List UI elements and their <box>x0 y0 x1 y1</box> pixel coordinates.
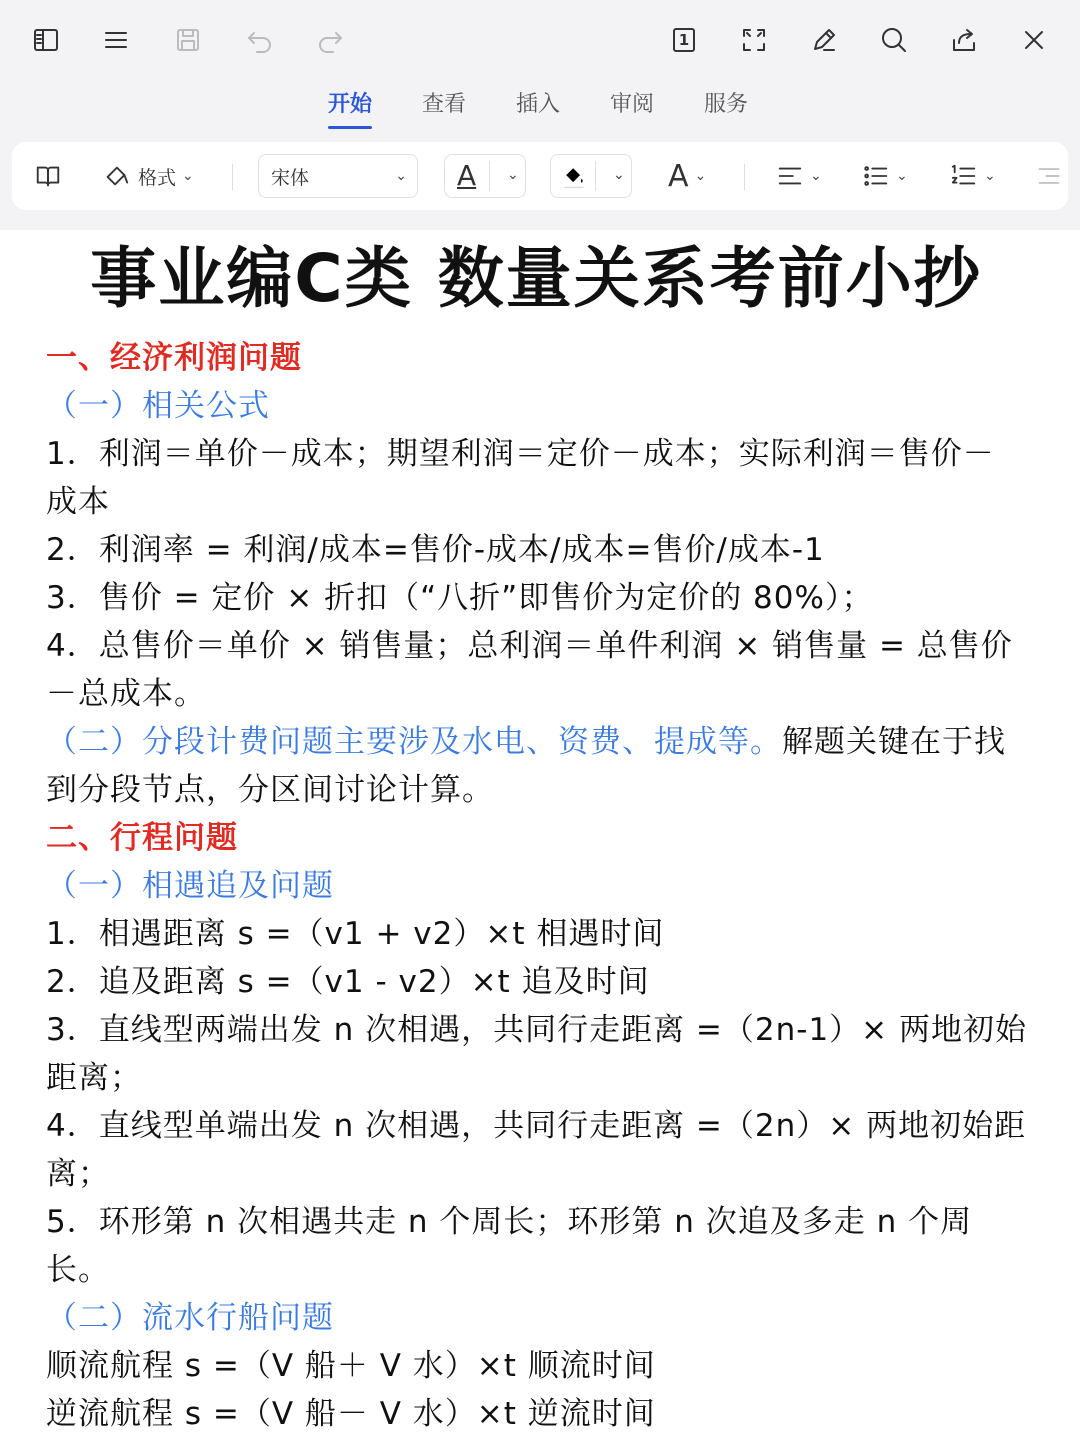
highlight-color-button[interactable] <box>550 154 632 198</box>
paragraph-line: 4．直线型单端出发 n 次相遇，共同行走距离 =（2n）× 两地初始距 <box>46 1108 1027 1144</box>
font-size-button[interactable] <box>668 142 706 210</box>
bullet-list-icon <box>862 162 890 190</box>
app-chrome <box>0 0 1080 230</box>
format-brush-icon <box>102 162 130 190</box>
paragraph-line: 3．直线型两端出发 n 次相遇，共同行走距离 =（2n-1）× 两地初始 <box>46 1012 1028 1048</box>
paragraph-line: 3．售价 = 定价 × 折扣（“八折”即售价为定价的 80%）； <box>46 580 874 616</box>
align-left-icon <box>776 162 804 190</box>
reading-mode-icon[interactable] <box>34 142 62 210</box>
tab-services[interactable]: 服务 <box>704 92 749 117</box>
paragraph-line: 长。 <box>46 1252 110 1288</box>
font-size-icon: A <box>668 158 689 194</box>
subsection-heading: （一）相遇追及问题 <box>46 868 334 904</box>
paragraph-line: 1．利润＝单价－成本；期望利润＝定价－成本；实际利润＝售价－ <box>46 436 995 472</box>
align-button[interactable] <box>776 142 822 210</box>
paragraph-line: 距离； <box>46 1060 142 1096</box>
indent-icon <box>1036 162 1062 190</box>
save-icon[interactable] <box>164 16 212 64</box>
paint-bucket-icon <box>561 163 587 189</box>
subsection-heading: （二）流水行船问题 <box>46 1300 334 1336</box>
share-icon[interactable] <box>940 16 988 64</box>
indent-button[interactable] <box>1036 142 1062 210</box>
page-count-icon[interactable] <box>660 16 708 64</box>
chevron-down-icon: ⌄ <box>395 168 407 184</box>
page-title: 事业编C类 数量关系考前小抄 <box>90 240 982 317</box>
chevron-down-icon: ⌄ <box>613 167 625 183</box>
divider <box>744 164 745 190</box>
numbered-list-icon <box>950 162 978 190</box>
format-label: 格式 <box>138 166 177 189</box>
section-heading: 一、经济利润问题 <box>46 340 302 376</box>
subsection-heading: （二）分段计费问题主要涉及水电、资费、提成等。 <box>46 724 782 760</box>
font-family-value: 宋体 <box>271 166 310 189</box>
format-painter-button[interactable] <box>102 142 194 210</box>
undo-icon[interactable] <box>236 16 284 64</box>
subsection-heading: （一）相关公式 <box>46 388 270 424</box>
paragraph-line: 到分段节点，分区间讨论计算。 <box>46 772 494 808</box>
tab-insert[interactable]: 插入 <box>516 92 561 117</box>
tab-view[interactable]: 查看 <box>422 92 467 117</box>
search-icon[interactable] <box>870 16 918 64</box>
tab-start[interactable]: 开始 <box>328 85 372 125</box>
text-color-icon: A <box>457 159 477 192</box>
bullet-list-button[interactable] <box>862 142 908 210</box>
page-count-badge: 1 <box>678 31 690 49</box>
font-family-select[interactable] <box>258 154 418 198</box>
chevron-down-icon: ⌄ <box>896 168 908 184</box>
menu-icon[interactable] <box>92 16 140 64</box>
paragraph-line: 2．追及距离 s =（v1 - v2）×t 追及时间 <box>46 964 650 1000</box>
close-icon[interactable] <box>1010 16 1058 64</box>
chevron-down-icon: ⌄ <box>984 168 996 184</box>
paragraph-line: 成本 <box>46 484 110 520</box>
ribbon-tabs <box>0 85 1080 129</box>
chevron-down-icon: ⌄ <box>507 167 519 183</box>
chevron-down-icon: ⌄ <box>810 168 822 184</box>
redo-icon[interactable] <box>306 16 354 64</box>
fullscreen-icon[interactable] <box>730 16 778 64</box>
numbered-list-button[interactable] <box>950 142 996 210</box>
divider <box>232 164 233 190</box>
section-heading: 二、行程问题 <box>46 820 238 856</box>
tab-review[interactable]: 审阅 <box>610 92 655 117</box>
paragraph-line: 顺流航程 s =（V 船＋ V 水）×t 顺流时间 <box>46 1348 656 1384</box>
paragraph-line: 逆流航程 s =（V 船－ V 水）×t 逆流时间 <box>46 1396 656 1432</box>
format-toolbar <box>12 142 1068 210</box>
document-body[interactable] <box>46 228 1036 1438</box>
pen-icon[interactable] <box>800 16 848 64</box>
paragraph-line: 1．相遇距离 s =（v1 + v2）×t 相遇时间 <box>46 916 665 952</box>
chevron-down-icon: ⌄ <box>182 168 194 184</box>
paragraph-text: 解题关键在于找 <box>782 724 1006 760</box>
paragraph-line: 4．总售价＝单价 × 销售量；总利润＝单件利润 × 销售量 = 总售价 <box>46 628 1013 664</box>
paragraph-line <box>46 718 1036 766</box>
paragraph-line: 5．环形第 n 次相遇共走 n 个周长；环形第 n 次追及多走 n 个周 <box>46 1204 973 1240</box>
sidebar-icon[interactable] <box>22 16 70 64</box>
paragraph-line: 2．利润率 = 利润/成本=售价-成本/成本=售价/成本-1 <box>46 532 825 568</box>
paragraph-line: 离； <box>46 1156 110 1192</box>
text-color-button[interactable] <box>444 154 526 198</box>
paragraph-line: －总成本。 <box>46 676 206 712</box>
chevron-down-icon: ⌄ <box>694 168 707 184</box>
